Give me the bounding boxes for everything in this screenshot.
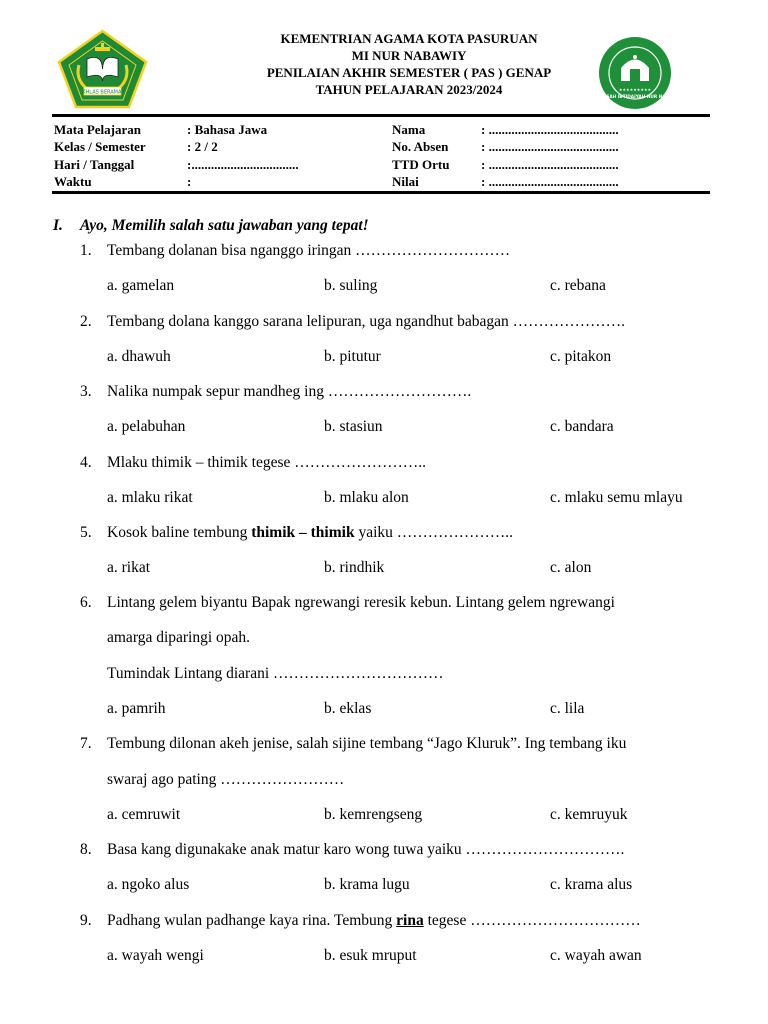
option-a: a. rikat bbox=[107, 559, 151, 576]
question-text: Lintang gelem biyantu Bapak ngrewangi reresik kebun. Lintang gelem ngrewangi bbox=[107, 594, 615, 611]
option-c: c. lila bbox=[550, 700, 585, 717]
question-text-continued: amarga diparingi opah. bbox=[107, 629, 251, 646]
question-number: 3. bbox=[80, 383, 92, 400]
question-number: 4. bbox=[80, 454, 92, 471]
question-number: 7. bbox=[80, 735, 92, 752]
option-c: c. bandara bbox=[550, 418, 614, 435]
svg-text:MADRASAH IBTIDAIYAH NUR NABAWI: MADRASAH IBTIDAIYAH NUR NABAWIY bbox=[589, 95, 681, 100]
question-number: 1. bbox=[80, 242, 92, 259]
option-b: b. suling bbox=[324, 277, 378, 294]
option-c: c. pitakon bbox=[550, 348, 612, 365]
divider-bottom bbox=[52, 191, 710, 194]
option-a: a. ngoko alus bbox=[107, 876, 190, 893]
info-row-signature: TTD Ortu : ........................................ bbox=[392, 156, 619, 172]
option-b: b. rindhik bbox=[324, 559, 385, 576]
option-a: a. dhawuh bbox=[107, 348, 171, 365]
divider-top bbox=[52, 114, 710, 117]
document-header bbox=[150, 30, 668, 98]
option-a: a. pamrih bbox=[107, 700, 166, 717]
kemenag-logo bbox=[57, 29, 148, 109]
option-c: c. rebana bbox=[550, 277, 606, 294]
option-c: c. wayah awan bbox=[550, 947, 642, 964]
header-line-exam: PENILAIAN AKHIR SEMESTER ( PAS ) GENAP bbox=[266, 65, 552, 80]
question-text: Mlaku thimik – thimik tegese …………………….. bbox=[107, 454, 427, 471]
option-a: a. pelabuhan bbox=[107, 418, 186, 435]
question-text: Tembang dolana kanggo sarana lelipuran, uga ngandhut babagan …………………. bbox=[107, 313, 626, 330]
info-right-block bbox=[392, 121, 619, 191]
option-b: b. mlaku alon bbox=[324, 489, 409, 506]
info-row-name: Nama : ........................................ bbox=[392, 122, 619, 137]
info-row-absen: No. Absen : ........................................ bbox=[392, 139, 619, 155]
svg-text:IKHLAS BERAMAL: IKHLAS BERAMAL bbox=[80, 89, 125, 96]
question-text: Kosok baline tembung thimik – thimik yaiku ………………….. bbox=[107, 524, 514, 541]
info-row-score: Nilai : ........................................ bbox=[392, 174, 619, 190]
option-b: b. eklas bbox=[324, 700, 372, 717]
question-text: Nalika numpak sepur mandheg ing ………………………. bbox=[107, 383, 472, 400]
info-row-subject: Mata Pelajaran : Bahasa Jawa bbox=[54, 122, 268, 137]
question-text: Padhang wulan padhange kaya rina. Tembung rina tegese …………………………… bbox=[107, 912, 641, 929]
option-a: a. wayah wengi bbox=[107, 947, 204, 964]
option-a: a. cemruwit bbox=[107, 806, 181, 823]
option-c: c. alon bbox=[550, 559, 592, 576]
question-number: 5. bbox=[80, 524, 92, 541]
option-b: b. pitutur bbox=[324, 348, 381, 365]
svg-text:★★★★★★★★★: ★★★★★★★★★ bbox=[618, 87, 652, 92]
keyword: rina bbox=[396, 912, 424, 929]
option-a: a. gamelan bbox=[107, 277, 175, 294]
info-row-time: Waktu : bbox=[54, 174, 192, 190]
option-b: b. stasiun bbox=[324, 418, 383, 435]
question-number: 8. bbox=[80, 841, 92, 858]
option-b: b. esuk mruput bbox=[324, 947, 417, 964]
option-a: a. mlaku rikat bbox=[107, 489, 193, 506]
question-number: 6. bbox=[80, 594, 92, 611]
header-line-school: MI NUR NABAWIY bbox=[351, 48, 467, 63]
question-text: Tembung dilonan akeh jenise, salah sijine tembang “Jago Kluruk”. Ing tembang iku bbox=[107, 735, 627, 752]
info-row-class: Kelas / Semester : 2 / 2 bbox=[54, 139, 218, 155]
info-left-block bbox=[54, 121, 299, 191]
option-c: c. kemruyuk bbox=[550, 806, 628, 823]
question-number: 9. bbox=[80, 912, 92, 929]
question-text-continued: swaraj ago pating …………………… bbox=[107, 771, 345, 788]
header-line-ministry: KEMENTRIAN AGAMA KOTA PASURUAN bbox=[280, 31, 538, 46]
keyword: thimik – thimik bbox=[251, 524, 355, 541]
question-text: Basa kang digunakake anak matur karo wong tuwa yaiku …………………………. bbox=[107, 841, 625, 858]
option-b: b. kemrengseng bbox=[324, 806, 423, 823]
question-prompt: Tumindak Lintang diarani …………………………… bbox=[107, 665, 444, 682]
option-b: b. krama lugu bbox=[324, 876, 410, 893]
section-title: I. Ayo, Memilih salah satu jawaban yang tepat! bbox=[53, 217, 369, 234]
header-line-year: TAHUN PELAJARAN 2023/2024 bbox=[315, 82, 503, 97]
question-number: 2. bbox=[80, 313, 92, 330]
option-c: c. mlaku semu mlayu bbox=[550, 489, 683, 506]
option-c: c. krama alus bbox=[550, 876, 633, 893]
question-text: Tembang dolanan bisa nganggo iringan ………………………… bbox=[107, 242, 511, 259]
info-row-date: Hari / Tanggal :................................. bbox=[54, 156, 299, 172]
